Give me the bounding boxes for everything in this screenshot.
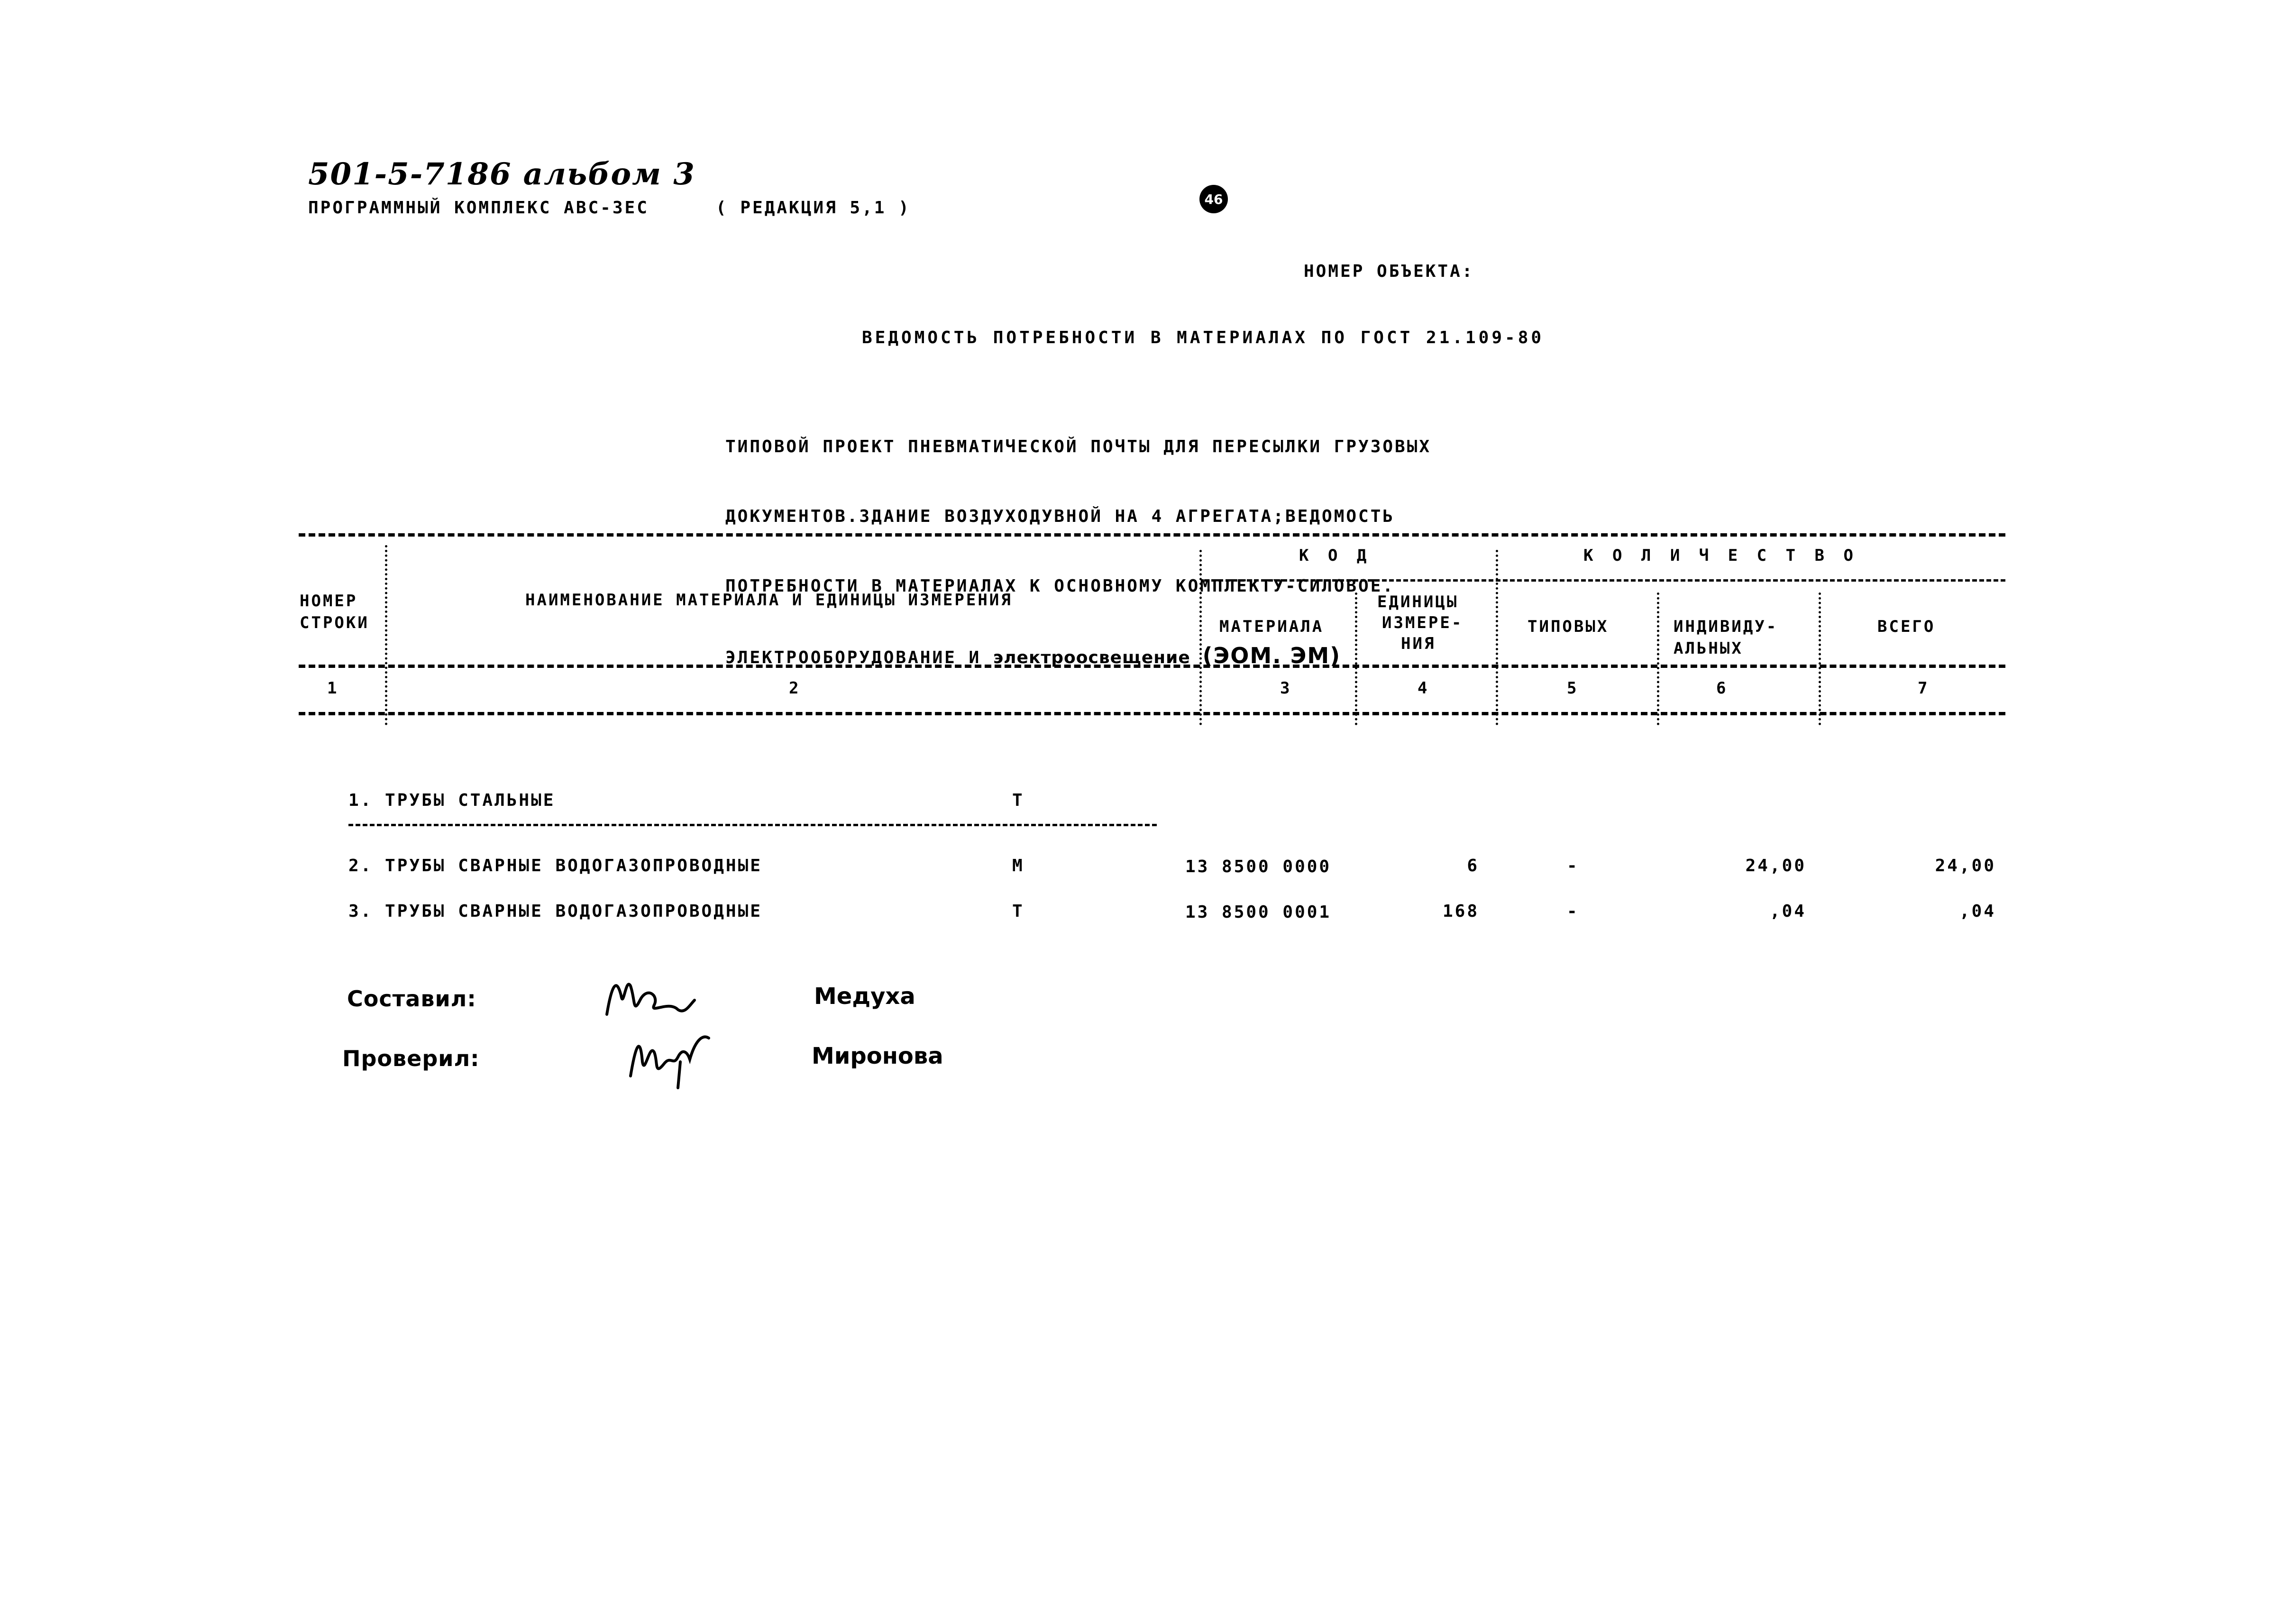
header-row-number: СТРОКИ (300, 613, 369, 632)
object-number-label: НОМЕР ОБЪЕКТА: (1304, 262, 1474, 281)
column-number: 3 (1280, 679, 1292, 698)
page-stamp: 46 (1199, 185, 1228, 213)
header-code-group: К О Д (1299, 546, 1372, 565)
column-number: 6 (1716, 679, 1728, 698)
compiled-by-name: Медуха (814, 983, 915, 1010)
row-quantity-typical: - (1567, 902, 1579, 921)
row-unit: Т (1012, 791, 1025, 810)
row-unit: М (1012, 856, 1025, 875)
column-number: 4 (1418, 679, 1429, 698)
row-material-code: 13 8500 0001 (1185, 903, 1332, 922)
row-unit-code: 6 (1467, 856, 1479, 875)
row-quantity-total: 24,00 (1935, 856, 1996, 875)
header-quantity-total: ВСЕГО (1877, 617, 1936, 636)
program-line: ПРОГРАММНЫЙ КОМПЛЕКС АВС-3ЕС (308, 198, 649, 218)
table-bottom-rule (299, 712, 2005, 715)
row-quantity-individual: 24,00 (1745, 856, 1806, 875)
row-material-name: 1. ТРУБЫ СТАЛЬНЫЕ (348, 791, 556, 810)
header-unit-code: НИЯ (1401, 634, 1436, 653)
header-quantity-group: К О Л И Ч Е С Т В О (1583, 546, 1858, 565)
table-separator (1496, 550, 1498, 725)
row-group-rule (348, 824, 1157, 826)
handwritten-reference: 501-5-7186 альбом 3 (308, 156, 695, 192)
column-number: 7 (1918, 679, 1930, 698)
table-separator (1819, 593, 1821, 725)
header-quantity-typical: ТИПОВЫХ (1528, 617, 1609, 636)
document-title: ВЕДОМОСТЬ ПОТРЕБНОСТИ В МАТЕРИАЛАХ ПО ГОСТ 21.109-80 (862, 328, 1545, 347)
compiled-by-label: Составил: (347, 986, 476, 1012)
row-quantity-individual: ,04 (1769, 902, 1806, 921)
description-line-4: ЭЛЕКТРООБОРУДОВАНИЕ И (725, 648, 981, 667)
checked-by-label: Проверил: (342, 1046, 480, 1071)
header-row-number: НОМЕР (300, 592, 358, 611)
row-material-name: 3. ТРУБЫ СВАРНЫЕ ВОДОГАЗОПРОВОДНЫЕ (348, 902, 762, 921)
row-material-name: 2. ТРУБЫ СВАРНЫЕ ВОДОГАЗОПРОВОДНЫЕ (348, 856, 762, 875)
description-code: (ЭОМ. ЭМ) (1202, 643, 1341, 668)
edition-label: ( РЕДАКЦИЯ 5,1 ) (716, 198, 911, 218)
header-quantity-individual: ИНДИВИДУ- (1674, 617, 1778, 636)
table-separator (1355, 593, 1357, 725)
project-description (725, 389, 1431, 693)
header-material-code: МАТЕРИАЛА (1219, 617, 1324, 636)
table-top-rule (299, 533, 2005, 537)
description-line: ДОКУМЕНТОВ.ЗДАНИЕ ВОЗДУХОДУВНОЙ НА 4 АГРЕГАТА;ВЕДОМОСТЬ (725, 507, 1395, 526)
compiled-by-signature (602, 967, 697, 1029)
row-quantity-total: ,04 (1959, 902, 1996, 921)
row-quantity-typical: - (1567, 856, 1579, 875)
table-header-rule (299, 665, 2005, 668)
column-number: 5 (1567, 679, 1579, 698)
row-unit-code: 168 (1442, 902, 1479, 921)
row-material-code: 13 8500 0000 (1185, 857, 1332, 876)
header-material-name: НАИМЕНОВАНИЕ МАТЕРИАЛА И ЕДИНИЦЫ ИЗМЕРЕНИЯ (525, 591, 1013, 610)
description-line: ТИПОВОЙ ПРОЕКТ ПНЕВМАТИЧЕСКОЙ ПОЧТЫ ДЛЯ ПЕРЕСЫЛКИ ГРУЗОВЫХ (725, 437, 1432, 456)
header-unit-code: ЕДИНИЦЫ (1377, 593, 1459, 611)
description-handwritten-tail: электроосвещение (993, 648, 1190, 667)
checked-by-name: Миронова (812, 1043, 943, 1069)
table-group-rule (1204, 579, 2005, 582)
description-line: ПОТРЕБНОСТИ В МАТЕРИАЛАХ К ОСНОВНОМУ КОМПЛЕКТУ-СИЛОВОЕ. (725, 576, 1395, 596)
table-separator (1657, 593, 1659, 725)
row-unit: Т (1012, 902, 1025, 921)
column-number: 1 (327, 679, 339, 698)
header-unit-code: ИЗМЕРЕ- (1382, 613, 1464, 632)
checked-by-signature (626, 1024, 721, 1090)
table-separator (1199, 550, 1202, 725)
table-separator (385, 545, 387, 725)
header-quantity-individual: АЛЬНЫХ (1674, 639, 1743, 658)
column-number: 2 (789, 679, 801, 698)
